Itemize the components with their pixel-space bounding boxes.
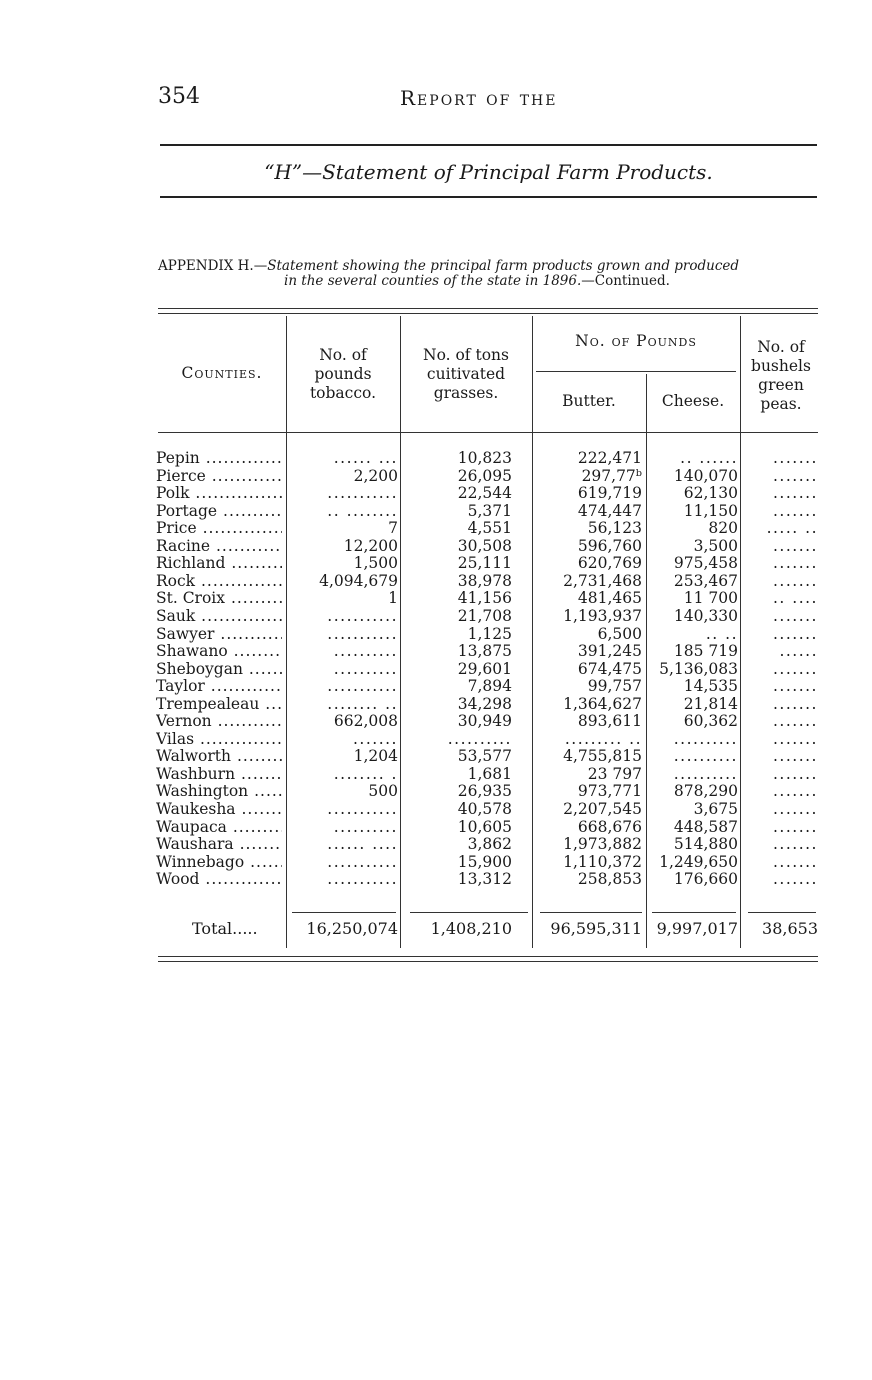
top-rule <box>160 144 817 146</box>
cheese-value: 176,660 <box>673 870 738 889</box>
butter-value: 1,364,627 <box>563 694 642 713</box>
county-name: Walworth ..... <box>156 748 282 766</box>
table-row <box>156 503 818 521</box>
grasses-value: 1,681 <box>467 764 512 783</box>
tobacco-value: ........ . <box>333 764 398 783</box>
butter-value: 99,757 <box>587 677 642 696</box>
grasses-value: 30,949 <box>457 712 512 731</box>
total-rule <box>540 912 642 913</box>
tobacco-value: 7 <box>388 519 398 538</box>
header-grasses <box>402 346 530 403</box>
table-row <box>156 643 818 661</box>
table-row <box>156 538 818 556</box>
tobacco-value: ........... <box>327 852 398 871</box>
caption-lead: APPENDIX H.— <box>158 258 268 274</box>
tobacco-value: 1,204 <box>353 747 398 766</box>
county-name: Waushara ..... <box>156 836 282 854</box>
tobacco-value: ........... <box>327 800 398 818</box>
page-number: 354 <box>158 84 200 109</box>
cheese-value: 975,458 <box>673 554 738 573</box>
butter-value: 2,731,468 <box>563 571 642 590</box>
county-name: Vernon ..... <box>156 713 282 731</box>
county-name: Sheboygan ..... <box>156 661 282 679</box>
tobacco-value: 1,500 <box>353 554 398 573</box>
butter-value: 474,447 <box>577 501 642 520</box>
butter-value: 222,471 <box>577 449 642 467</box>
grasses-value: 5,371 <box>467 501 512 520</box>
tobacco-value: ........... <box>327 677 398 696</box>
pounds-group-rule <box>536 371 736 372</box>
butter-value: 674,475 <box>577 659 642 678</box>
table-row <box>156 485 818 503</box>
butter-value: 596,760 <box>577 536 642 555</box>
header-tobacco-line: tobacco. <box>309 384 377 402</box>
table-row <box>156 450 818 468</box>
county-name: Washington ..... <box>156 783 282 801</box>
table-row <box>156 590 818 608</box>
cheese-value: 448,587 <box>673 817 738 836</box>
county-name: Waupaca ..... <box>156 819 282 837</box>
tobacco-value: 12,200 <box>343 536 398 555</box>
header-tobacco-line: pounds <box>314 365 372 383</box>
tobacco-value: 662,008 <box>333 712 398 731</box>
peas-value: ....... <box>773 571 818 590</box>
table-row <box>156 661 818 679</box>
cheese-value: .. ...... <box>680 449 738 467</box>
header-pounds-group: No. of Pounds <box>575 332 697 350</box>
county-name: Polk ..... <box>156 485 282 503</box>
grasses-value: 34,298 <box>457 694 512 713</box>
butter-value: 973,771 <box>577 782 642 801</box>
butter-value: 297,77ᵇ <box>581 466 642 485</box>
header-cheese: Cheese. <box>661 392 725 410</box>
peas-value: ....... <box>773 624 818 643</box>
table-row <box>156 555 818 573</box>
county-name: Washburn ..... <box>156 766 282 784</box>
table-bottom-rule-1 <box>158 956 818 957</box>
butter-value: 56,123 <box>587 519 642 538</box>
caption-tail: —Continued. <box>581 273 670 289</box>
table-row <box>156 696 818 714</box>
grasses-value: .......... <box>447 729 512 748</box>
cheese-value: 140,330 <box>673 606 738 625</box>
grasses-value: 1,125 <box>467 624 512 643</box>
table-row <box>156 520 818 538</box>
table-caption <box>158 259 818 289</box>
peas-value: ....... <box>773 536 818 555</box>
grasses-value: 13,875 <box>457 642 512 661</box>
tobacco-value: ........... <box>327 624 398 643</box>
cheese-value: .. .. <box>705 624 738 643</box>
cheese-value: 253,467 <box>673 571 738 590</box>
county-name: St. Croix ..... <box>156 590 282 608</box>
county-name: Sauk ..... <box>156 608 282 626</box>
cheese-value: 62,130 <box>683 484 738 503</box>
peas-value: ..... .. <box>766 519 818 538</box>
cheese-value: 185 719 <box>673 642 738 661</box>
butter-value: 4,755,815 <box>563 747 642 766</box>
tobacco-value: 4,094,679 <box>319 571 398 590</box>
table-top-rule-1 <box>158 308 818 309</box>
cheese-value: 1,249,650 <box>659 852 738 871</box>
total-row <box>156 918 818 940</box>
table-row <box>156 819 818 837</box>
caption-text-1: Statement showing the principal farm products grown and produced <box>267 258 740 274</box>
county-name: Racine ..... <box>156 538 282 556</box>
grasses-value: 3,862 <box>467 835 512 854</box>
peas-value: ....... <box>773 782 818 801</box>
cheese-value: 820 <box>708 519 738 538</box>
cheese-value: 14,535 <box>683 677 738 696</box>
total-rule <box>652 912 736 913</box>
county-name: Pierce ..... <box>156 468 282 486</box>
cheese-value: 11 700 <box>683 589 738 608</box>
peas-value: ....... <box>773 764 818 783</box>
county-name: Trempealeau ..... <box>156 696 282 714</box>
header-peas-line: green <box>758 376 804 394</box>
header-tobacco <box>288 346 398 403</box>
grasses-value: 22,544 <box>457 484 512 503</box>
title-bottom-rule <box>160 196 817 198</box>
peas-value: ....... <box>773 484 818 503</box>
butter-value: 391,245 <box>577 642 642 661</box>
peas-value: .. .... <box>773 589 818 608</box>
cheese-value: 11,150 <box>683 501 738 520</box>
tobacco-value: .......... <box>333 817 398 836</box>
tobacco-value: .......... <box>333 659 398 678</box>
peas-value: ....... <box>773 852 818 871</box>
cheese-value: 21,814 <box>683 694 738 713</box>
cheese-value: 60,362 <box>683 712 738 731</box>
total-rule <box>748 912 816 913</box>
peas-value: ....... <box>773 729 818 748</box>
header-bottom-rule <box>158 432 818 433</box>
tobacco-value: ...... ... <box>333 449 398 467</box>
cheese-value: .......... <box>673 729 738 748</box>
county-name: Wood ..... <box>156 871 282 889</box>
peas-value: ....... <box>773 712 818 731</box>
grasses-value: 40,578 <box>457 800 512 818</box>
tobacco-value: ........... <box>327 484 398 503</box>
tobacco-value: ........ .. <box>327 694 398 713</box>
butter-value: 2,207,545 <box>563 800 642 818</box>
peas-value: ....... <box>773 817 818 836</box>
total-label: Total..... <box>192 919 258 938</box>
cheese-value: 140,070 <box>673 466 738 485</box>
peas-value: ....... <box>773 835 818 854</box>
header-grasses-line: grasses. <box>433 384 499 402</box>
table-bottom-rule-2 <box>158 961 818 962</box>
table-row <box>156 468 818 486</box>
grasses-value: 30,508 <box>457 536 512 555</box>
butter-value: 1,110,372 <box>563 852 642 871</box>
butter-value: 23 797 <box>587 764 642 783</box>
cheese-value: 514,880 <box>673 835 738 854</box>
butter-value: 620,769 <box>577 554 642 573</box>
grasses-value: 13,312 <box>457 870 512 889</box>
grasses-value: 38,978 <box>457 571 512 590</box>
butter-value: 1,973,882 <box>563 835 642 854</box>
total-grasses: 1,408,210 <box>430 919 512 938</box>
section-title: “H”—Statement of Principal Farm Products. <box>264 160 713 184</box>
peas-value: ...... <box>779 642 818 661</box>
grasses-value: 26,935 <box>457 782 512 801</box>
header-peas-line: peas. <box>760 395 802 413</box>
cheese-value: 3,500 <box>693 536 738 555</box>
table-row <box>156 626 818 644</box>
grasses-value: 15,900 <box>457 852 512 871</box>
grasses-value: 21,708 <box>457 606 512 625</box>
butter-value: 668,676 <box>577 817 642 836</box>
header-counties: Counties. <box>181 364 263 382</box>
county-name: Portage ..... <box>156 503 282 521</box>
tobacco-value: 1 <box>388 589 398 608</box>
peas-value: ....... <box>773 694 818 713</box>
peas-value: ....... <box>773 747 818 766</box>
peas-value: ....... <box>773 870 818 889</box>
county-name: Rock ..... <box>156 573 282 591</box>
header-butter: Butter. <box>562 392 616 410</box>
table-row <box>156 801 818 819</box>
butter-value: 258,853 <box>577 870 642 889</box>
cheese-value: 5,136,083 <box>659 659 738 678</box>
peas-value: ....... <box>773 677 818 696</box>
cheese-value: 878,290 <box>673 782 738 801</box>
table-row <box>156 678 818 696</box>
butter-value: 619,719 <box>577 484 642 503</box>
table-row <box>156 608 818 626</box>
tobacco-value: .......... <box>333 642 398 661</box>
grasses-value: 26,095 <box>457 466 512 485</box>
peas-value: ....... <box>773 449 818 467</box>
peas-value: ....... <box>773 466 818 485</box>
peas-value: ....... <box>773 659 818 678</box>
cheese-value: 3,675 <box>693 800 738 818</box>
county-name: Winnebago ..... <box>156 854 282 872</box>
butter-value: 6,500 <box>597 624 642 643</box>
total-tobacco: 16,250,074 <box>306 919 398 938</box>
header-grasses-line: cuitivated <box>426 365 506 383</box>
table-top-rule-2 <box>158 313 818 314</box>
tobacco-value: ........... <box>327 870 398 889</box>
county-name: Price ..... <box>156 520 282 538</box>
county-name: Shawano ..... <box>156 643 282 661</box>
grasses-value: 10,823 <box>457 449 512 467</box>
table-row <box>156 573 818 591</box>
tobacco-value: .. ........ <box>327 501 398 520</box>
peas-value: ....... <box>773 800 818 818</box>
header-peas-line: bushels <box>751 357 811 375</box>
county-name: Richland ..... <box>156 555 282 573</box>
butter-value: 481,465 <box>577 589 642 608</box>
county-name: Taylor ..... <box>156 678 282 696</box>
table-row <box>156 783 818 801</box>
caption-text-2: in the several counties of the state in 1896. <box>284 273 582 289</box>
table-row <box>156 766 818 784</box>
butter-value: 1,193,937 <box>563 606 642 625</box>
county-name: Vilas ..... <box>156 731 282 749</box>
table-row <box>156 854 818 872</box>
butter-value: 893,611 <box>577 712 642 731</box>
tobacco-value: ........... <box>327 606 398 625</box>
tobacco-value: 500 <box>368 782 398 801</box>
tobacco-value: ....... <box>353 729 398 748</box>
grasses-value: 4,551 <box>467 519 512 538</box>
table-row <box>156 713 818 731</box>
header-grasses-line: No. of tons <box>423 346 509 364</box>
tobacco-value: ...... .... <box>327 835 398 854</box>
grasses-value: 7,894 <box>467 677 512 696</box>
header-tobacco-line: No. of <box>319 346 367 364</box>
total-butter: 96,595,311 <box>550 919 642 938</box>
total-cheese: 9,997,017 <box>656 919 738 938</box>
grasses-value: 41,156 <box>457 589 512 608</box>
tobacco-value: 2,200 <box>353 466 398 485</box>
grasses-value: 25,111 <box>457 554 512 573</box>
grasses-value: 29,601 <box>457 659 512 678</box>
table-row <box>156 731 818 749</box>
butter-value: ......... .. <box>564 729 642 748</box>
total-peas: 38,653 <box>762 919 818 938</box>
total-rule <box>410 912 528 913</box>
table-row <box>156 836 818 854</box>
header-peas-line: No. of <box>757 338 805 356</box>
cheese-value: .......... <box>673 764 738 783</box>
grasses-value: 53,577 <box>457 747 512 766</box>
table-row <box>156 748 818 766</box>
cheese-value: .......... <box>673 747 738 766</box>
peas-value: ....... <box>773 606 818 625</box>
peas-value: ....... <box>773 501 818 520</box>
county-name: Pepin ..... <box>156 450 282 468</box>
peas-value: ....... <box>773 554 818 573</box>
total-rule <box>292 912 396 913</box>
grasses-value: 10,605 <box>457 817 512 836</box>
running-head: Report of the <box>400 86 558 110</box>
county-name: Waukesha ..... <box>156 801 282 819</box>
table-row <box>156 871 818 889</box>
header-peas <box>742 338 820 414</box>
county-name: Sawyer ..... <box>156 626 282 644</box>
